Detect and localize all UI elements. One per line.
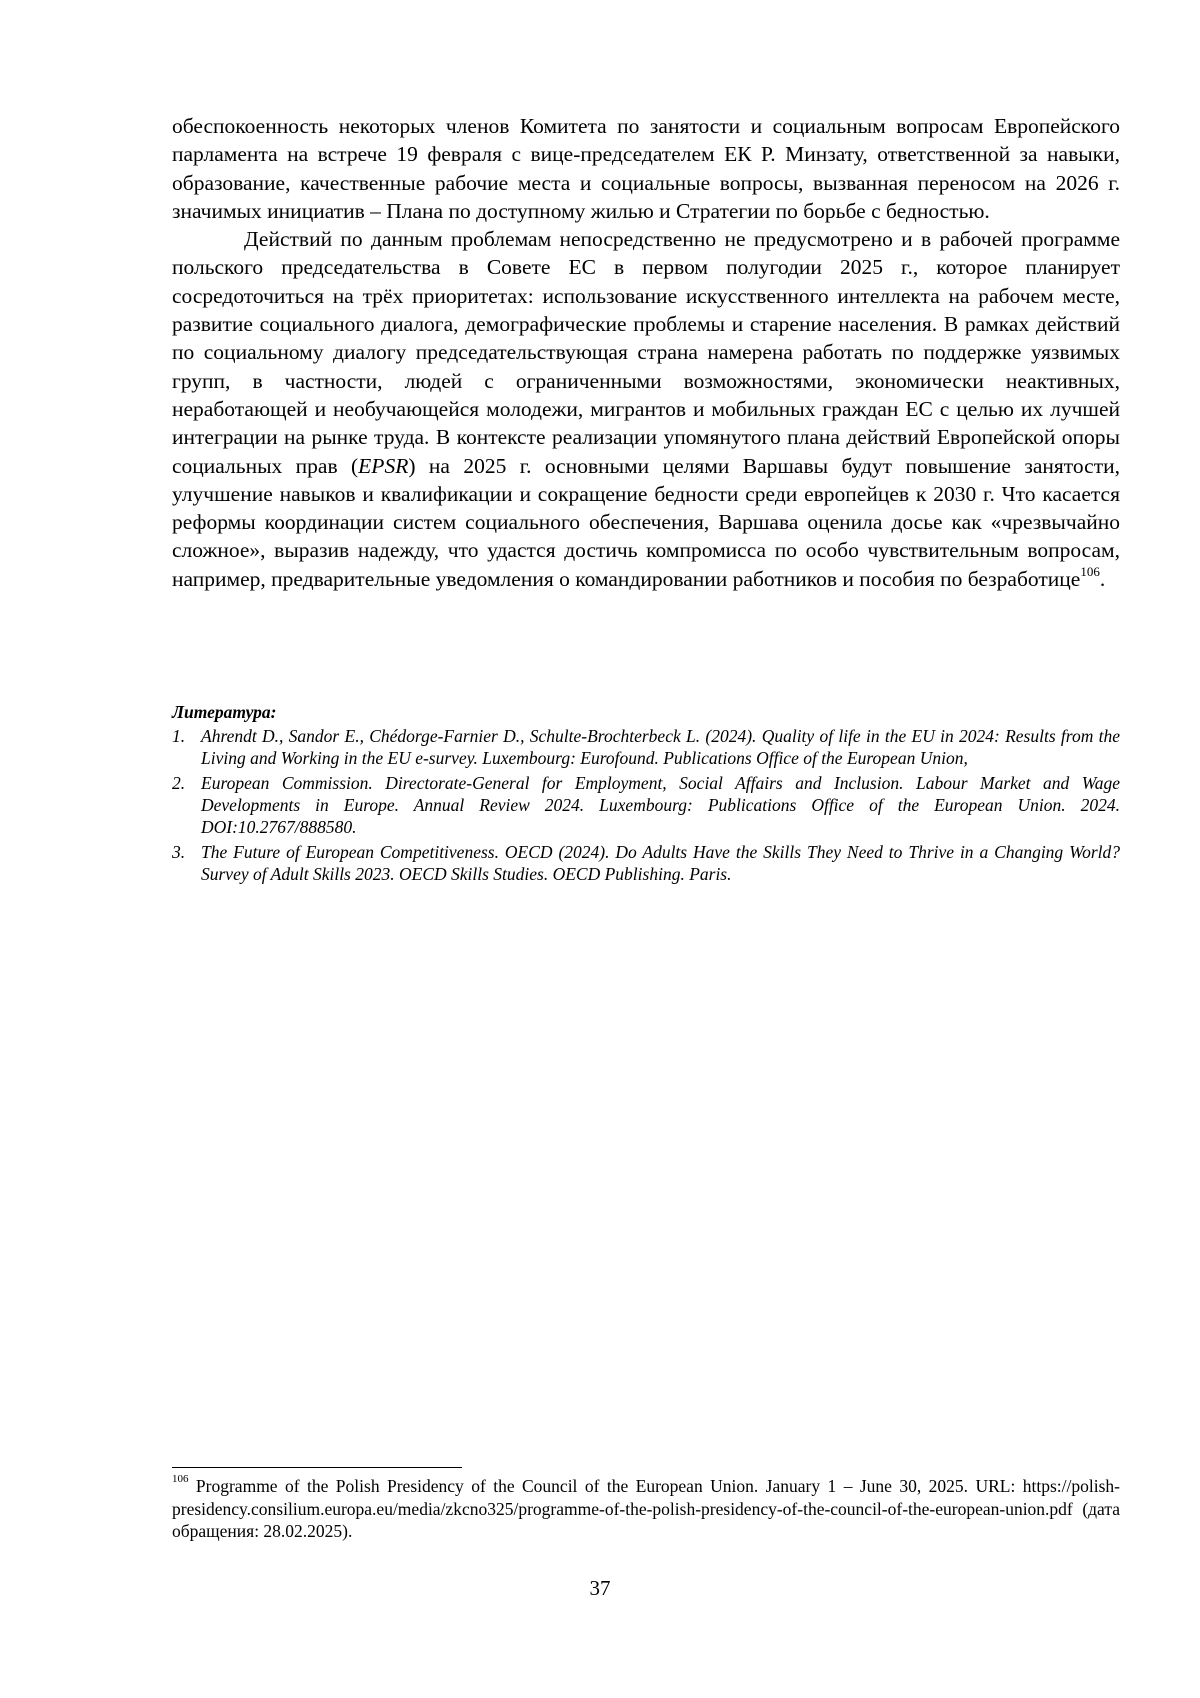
paragraph-1: обеспокоенность некоторых членов Комитета по занятости и социальным вопросам Европейского парламента на встрече 19 февраля с вице-председателем ЕК Р. Минзату, ответственной за навыки, образование, качественные рабочие места и социальные вопросы, вызванная переносом на 2026 г. значимых инициатив – Плана по доступному жилью и Стратегии по борьбе с бедностью. (172, 114, 1120, 223)
reference-number: 1. (172, 726, 186, 746)
paragraph-2-text-a: Действий по данным проблемам непосредственно не предусмотрено и в рабочей программе польского председательства в Совете ЕС в первом полугодии 2025 г., которое планирует сосредоточиться на трёх приоритетах: использование искусственного интеллекта на рабочем месте, развитие социального диалога, демографические проблемы и старение населения. В рамках действий по социальному диалогу председательствующая страна намерена работать по поддержке уязвимых групп, в частности, людей с ограниченными возможностями, экономически неактивных, неработающей и необучающейся молодежи, мигрантов и мобильных граждан ЕС с целью их лучшей интеграции на рынке труда. В контексте реализации упомянутого плана действий Европейской опоры социальных прав ( (172, 227, 1120, 478)
footnote-divider (172, 1467, 462, 1468)
reference-text: European Commission. Directorate-General for Employment, Social Affairs and Inclusion. Labour Market and Wage Developments in Europe. Annual Review 2024. Luxembourg: Publications Office of the European Union. 2024. DOI:10.2767/888580. (201, 773, 1120, 837)
footnote-reference-106[interactable]: 106 (1080, 563, 1100, 579)
paragraph-2 (172, 225, 1120, 593)
references-list (172, 725, 1120, 885)
epsr-abbreviation: EPSR (358, 453, 409, 478)
page-number: 37 (589, 1576, 611, 1600)
reference-text: Ahrendt D., Sandor E., Chédorge-Farnier D., Schulte-Brochterbeck L. (2024). Quality of life in the EU in 2024: Results from the Living and Working in the EU e-survey. Luxembourg: Eurofound. Publications Office of the European Union, (201, 726, 1120, 768)
reference-item (172, 841, 1120, 885)
reference-item (172, 725, 1120, 769)
reference-number: 3. (172, 842, 186, 862)
reference-item (172, 772, 1120, 838)
footnote-marker: 106 (172, 1473, 189, 1486)
footnote-106 (172, 1475, 1120, 1543)
main-text (172, 112, 1120, 593)
reference-text: The Future of European Competitiveness. OECD (2024). Do Adults Have the Skills They Need to Thrive in a Changing World? Survey of Adult Skills 2023. OECD Skills Studies. OECD Publishing. Paris. (201, 842, 1120, 884)
paragraph-2-text-b: ) на 2025 г. основными целями Варшавы будут повышение занятости, улучшение навыков и квалификации и сокращение бедности среди европейцев к 2030 г. Что касается реформы координации систем социального обеспечения, Варшава оценила досье как «чрезвычайно сложное», выразив надежду, что удастся достичь компромисса по особо чувствительным вопросам, например, предварительные уведомления о командировании работников и пособия по безработице (172, 453, 1120, 591)
references-section (172, 701, 1120, 888)
references-heading: Литература: (172, 702, 277, 722)
footnote-text: Programme of the Polish Presidency of the Council of the European Union. January 1 – June 30, 2025. URL: https://polish-presidency.consilium.europa.eu/media/zkcno325/programme-of-the-polish-presidency-of-the-council-of-the-european-union.pdf (дата обращения: 28.02.2025). (172, 1476, 1120, 1541)
reference-number: 2. (172, 773, 186, 793)
paragraph-2-end: . (1099, 566, 1106, 591)
